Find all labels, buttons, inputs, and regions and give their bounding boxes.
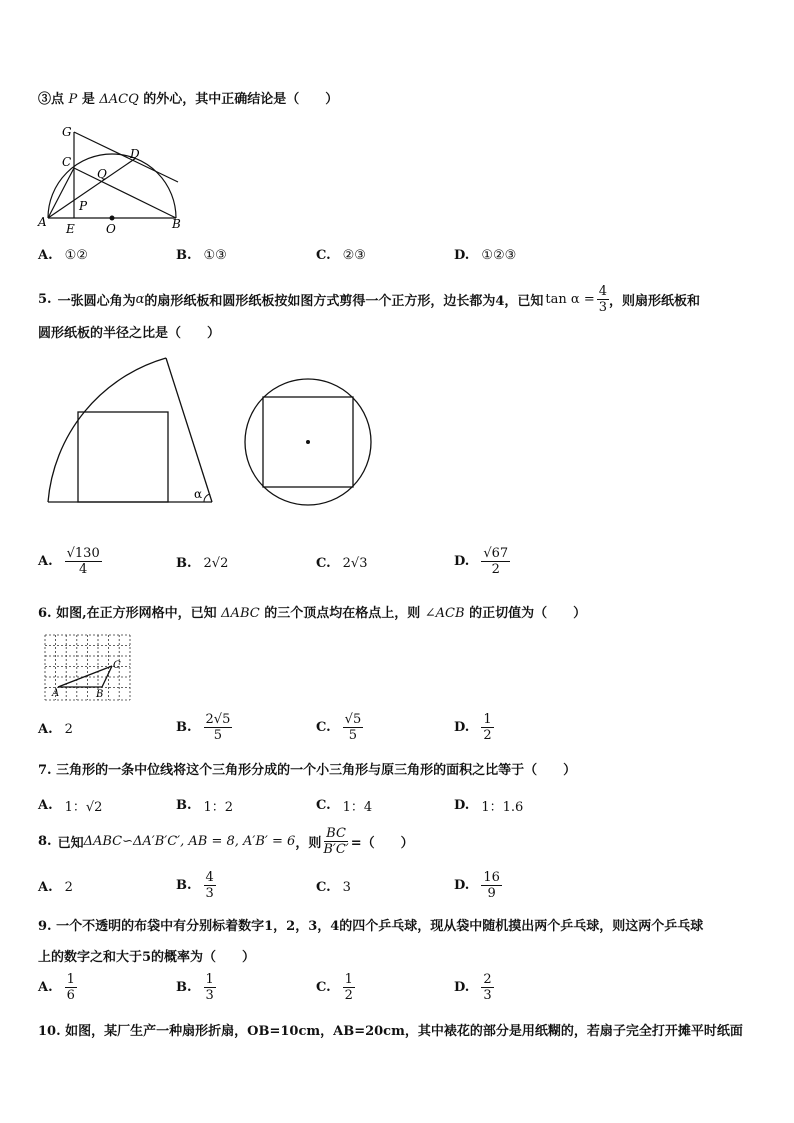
q8-option-b[interactable]: B. $\frac{4}{3}$ bbox=[176, 870, 214, 901]
q5-options bbox=[38, 546, 758, 586]
q4-options bbox=[38, 248, 758, 288]
label-Q: Q bbox=[97, 167, 107, 181]
q6-grid-figure bbox=[44, 634, 132, 702]
q5-option-c[interactable]: C. 2√3 bbox=[316, 556, 368, 571]
q5-stem-line2: 圆形纸板的半径之比是（ ） bbox=[38, 326, 221, 341]
q4-option-a[interactable]: A. ①② bbox=[38, 248, 88, 263]
q6-label-C: C bbox=[113, 660, 121, 671]
q7-option-b[interactable]: B. 1：2 bbox=[176, 798, 234, 815]
q8-option-a[interactable]: A. 2 bbox=[38, 880, 73, 895]
q4-option-d[interactable]: D. ①②③ bbox=[454, 248, 517, 263]
label-B: B bbox=[172, 217, 181, 231]
q4-option-b[interactable]: B. ①③ bbox=[176, 248, 227, 263]
label-O: O bbox=[106, 222, 116, 236]
label-A: A bbox=[38, 215, 47, 229]
q4-semicircle-figure bbox=[30, 118, 190, 238]
q6-options bbox=[38, 712, 758, 752]
q5-option-b[interactable]: B. 2√2 bbox=[176, 556, 229, 571]
q4-statement-3: ③点 P 是 ΔACQ 的外心，其中正确结论是（ ） bbox=[38, 92, 339, 107]
q10-stem: 10. 如图，某厂生产一种扇形折扇，OB=10cm，AB=20cm，其中裱花的部分是用纸糊的，若扇子完全打开摊平时纸面 bbox=[38, 1024, 743, 1039]
q8-option-d[interactable]: D. $\frac{16}{9}$ bbox=[454, 870, 500, 901]
q9-options bbox=[38, 972, 758, 1012]
q7-option-a[interactable]: A. 1：√2 bbox=[38, 798, 103, 815]
q5-sector-figure bbox=[40, 352, 230, 510]
q5-stem-line1: 5. 一张圆心角为 α 的扇形纸板和圆形纸板按如图方式剪得一个正方形，边长都为4，已知 tan α = $\frac{4}{3}$ ，则扇形纸板和 bbox=[38, 284, 701, 315]
q6-option-c[interactable]: C. $\frac{√5}{5}$ bbox=[316, 712, 362, 743]
label-G: G bbox=[62, 125, 72, 139]
label-E: E bbox=[66, 222, 75, 236]
q6-option-b[interactable]: B. $\frac{2√5}{5}$ bbox=[176, 712, 231, 743]
q7-option-d[interactable]: D. 1：1.6 bbox=[454, 798, 524, 815]
q9-stem-line2: 上的数字之和大于5的概率为（ ） bbox=[38, 950, 256, 965]
q7-stem: 7. 三角形的一条中位线将这个三角形分成的一个小三角形与原三角形的面积之比等于（ ） bbox=[38, 763, 577, 778]
q5-alpha-label: α bbox=[194, 487, 203, 501]
q5-option-a[interactable]: A. $\frac{√130}{4}$ bbox=[38, 546, 100, 577]
q9-option-c[interactable]: C. $\frac{1}{2}$ bbox=[316, 972, 353, 1003]
q6-label-B: B bbox=[96, 689, 104, 700]
q8-option-c[interactable]: C. 3 bbox=[316, 880, 351, 895]
q8-options bbox=[38, 870, 758, 910]
q7-option-c[interactable]: C. 1：4 bbox=[316, 798, 373, 815]
q9-option-d[interactable]: D. $\frac{2}{3}$ bbox=[454, 972, 492, 1003]
q9-stem-line1: 9. 一个不透明的布袋中有分别标着数字1，2，3，4的四个乒乓球，现从袋中随机摸出两个乒乓球，则这两个乒乓球 bbox=[38, 919, 704, 934]
q9-option-a[interactable]: A. $\frac{1}{6}$ bbox=[38, 972, 75, 1003]
q6-option-d[interactable]: D. $\frac{1}{2}$ bbox=[454, 712, 492, 743]
q4-option-c[interactable]: C. ②③ bbox=[316, 248, 366, 263]
q5-circle-figure bbox=[242, 376, 374, 510]
q9-option-b[interactable]: B. $\frac{1}{3}$ bbox=[176, 972, 214, 1003]
label-C: C bbox=[62, 155, 72, 169]
label-D: D bbox=[130, 147, 140, 161]
q6-stem: 6. 如图,在正方形网格中，已知 ΔABC 的三个顶点均在格点上，则 ∠ACB 的正切值为（ ） bbox=[38, 606, 587, 621]
q5-option-d[interactable]: D. $\frac{√67}{2}$ bbox=[454, 546, 509, 577]
label-P: P bbox=[79, 199, 88, 213]
q6-option-a[interactable]: A. 2 bbox=[38, 722, 73, 737]
q6-label-A: A bbox=[52, 688, 60, 699]
q8-stem: 8. 已知 ΔABC∽ΔA′B′C′, AB = 8, A′B′ = 6 ，则 $\frac{BC}{B'C'}$ =（ ） bbox=[38, 826, 414, 857]
